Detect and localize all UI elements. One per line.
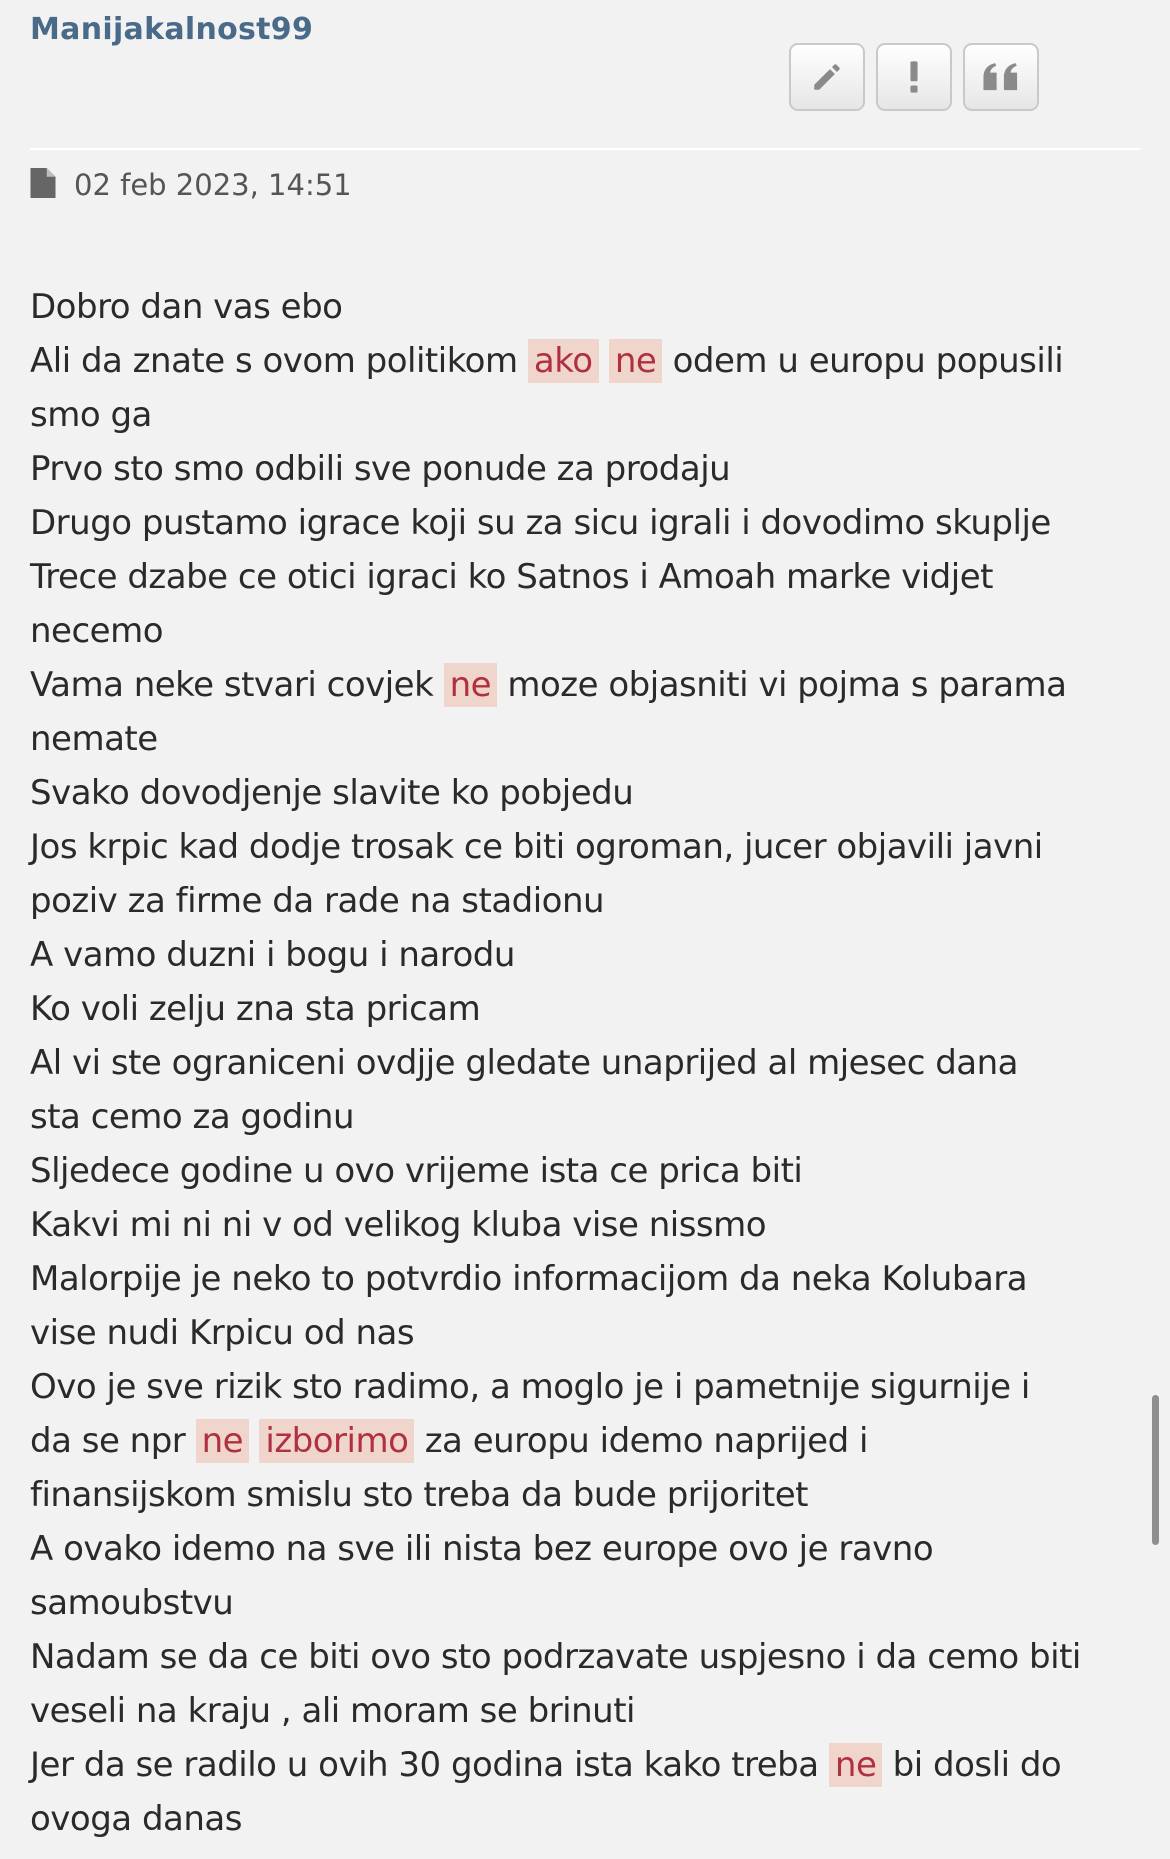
text-segment: Vama neke stvari covjek [30, 665, 444, 705]
post-text-line [30, 280, 1150, 334]
header-divider [30, 148, 1140, 150]
text-segment: Ko voli zelju zna sta pricam [30, 989, 481, 1029]
post-text-line [30, 766, 1150, 820]
search-highlight: ne [609, 339, 662, 383]
exclamation-icon [906, 60, 922, 94]
post-text-line [30, 1468, 1150, 1522]
post-text-line [30, 388, 1150, 442]
post-text-line [30, 1198, 1150, 1252]
text-segment: bi dosli do [882, 1745, 1062, 1785]
post-text-line [30, 658, 1150, 712]
post-author[interactable]: Manijakalnost99 [30, 12, 314, 47]
text-segment: Malorpije je neko to potvrdio informacijom da neka Kolubara [30, 1259, 1028, 1299]
post-text-line [30, 1144, 1150, 1198]
text-segment: Trece dzabe ce otici igraci ko Satnos i Amoah marke vidjet [30, 557, 993, 597]
post-text-line [30, 1252, 1150, 1306]
quote-button[interactable] [963, 43, 1039, 111]
text-segment: veseli na kraju , ali moram se brinuti [30, 1691, 636, 1731]
text-segment: smo ga [30, 395, 152, 435]
text-segment: Prvo sto smo odbili sve ponude za prodaju [30, 449, 731, 489]
post-text-line [30, 874, 1150, 928]
text-segment: odem u europu popusili [662, 341, 1064, 381]
post-text-line [30, 1414, 1150, 1468]
post-text-line [30, 1522, 1150, 1576]
text-segment: Al vi ste ograniceni ovdjje gledate unaprijed al mjesec dana [30, 1043, 1019, 1083]
text-segment: Sljedece godine u ovo vrijeme ista ce prica biti [30, 1151, 803, 1191]
text-segment: poziv za firme da rade na stadionu [30, 881, 605, 921]
text-segment: A vamo duzni i bogu i narodu [30, 935, 515, 975]
file-icon [30, 168, 56, 202]
text-segment: A ovako idemo na sve ili nista bez europe ovo je ravno [30, 1529, 934, 1569]
text-segment: za europu idemo naprijed i [414, 1421, 868, 1461]
text-segment [249, 1421, 259, 1461]
text-segment: Drugo pustamo igrace koji su za sicu igrali i dovodimo skuplje [30, 503, 1051, 543]
search-highlight: ne [444, 663, 497, 707]
text-segment: Kakvi mi ni ni v od velikog kluba vise nissmo [30, 1205, 767, 1245]
search-highlight: ne [829, 1743, 882, 1787]
text-segment: Nadam se da ce biti ovo sto podrzavate uspjesno i da cemo biti [30, 1637, 1081, 1677]
text-segment: ovoga danas [30, 1799, 242, 1839]
text-segment: Ovo je sve rizik sto radimo, a moglo je i pametnije sigurnije i [30, 1367, 1030, 1407]
post-text-line [30, 1360, 1150, 1414]
search-highlight: ako [528, 339, 599, 383]
edit-button[interactable] [789, 43, 865, 111]
text-segment: Jos krpic kad dodje trosak ce biti ogroman, jucer objavili javni [30, 827, 1043, 867]
post-text-line [30, 334, 1150, 388]
post-text-line [30, 1684, 1150, 1738]
text-segment: Svako dovodjenje slavite ko pobjedu [30, 773, 634, 813]
post-text-line [30, 1738, 1150, 1792]
search-highlight: ne [196, 1419, 249, 1463]
text-segment: sta cemo za godinu [30, 1097, 355, 1137]
post-text-line [30, 1792, 1150, 1846]
post-text-line [30, 1630, 1150, 1684]
text-segment: Jer da se radilo u ovih 30 godina ista kako treba [30, 1745, 829, 1785]
post-content [30, 280, 1150, 1846]
post-text-line [30, 550, 1150, 604]
text-segment [599, 341, 609, 381]
text-segment: samoubstvu [30, 1583, 234, 1623]
search-highlight: izborimo [259, 1419, 414, 1463]
post-text-line [30, 1036, 1150, 1090]
post-text-line [30, 712, 1150, 766]
text-segment: nemate [30, 719, 158, 759]
post-text-line [30, 442, 1150, 496]
report-button[interactable] [876, 43, 952, 111]
post-date: 02 feb 2023, 14:51 [74, 168, 352, 202]
post-text-line [30, 604, 1150, 658]
post-actions [789, 43, 1039, 111]
text-segment: moze objasniti vi pojma s parama [497, 665, 1067, 705]
pencil-icon [810, 60, 844, 94]
text-segment: Ali da znate s ovom politikom [30, 341, 528, 381]
post-text-line [30, 820, 1150, 874]
text-segment: vise nudi Krpicu od nas [30, 1313, 415, 1353]
quote-icon [982, 62, 1020, 92]
text-segment: da se npr [30, 1421, 196, 1461]
post-text-line [30, 982, 1150, 1036]
post-text-line [30, 496, 1150, 550]
post-text-line [30, 1090, 1150, 1144]
post-meta [30, 168, 352, 202]
text-segment: necemo [30, 611, 163, 651]
scrollbar-thumb[interactable] [1152, 1395, 1159, 1545]
post-text-line [30, 928, 1150, 982]
post-text-line [30, 1306, 1150, 1360]
text-segment: Dobro dan vas ebo [30, 287, 343, 327]
post-text-line [30, 1576, 1150, 1630]
text-segment: finansijskom smislu sto treba da bude prijoritet [30, 1475, 808, 1515]
